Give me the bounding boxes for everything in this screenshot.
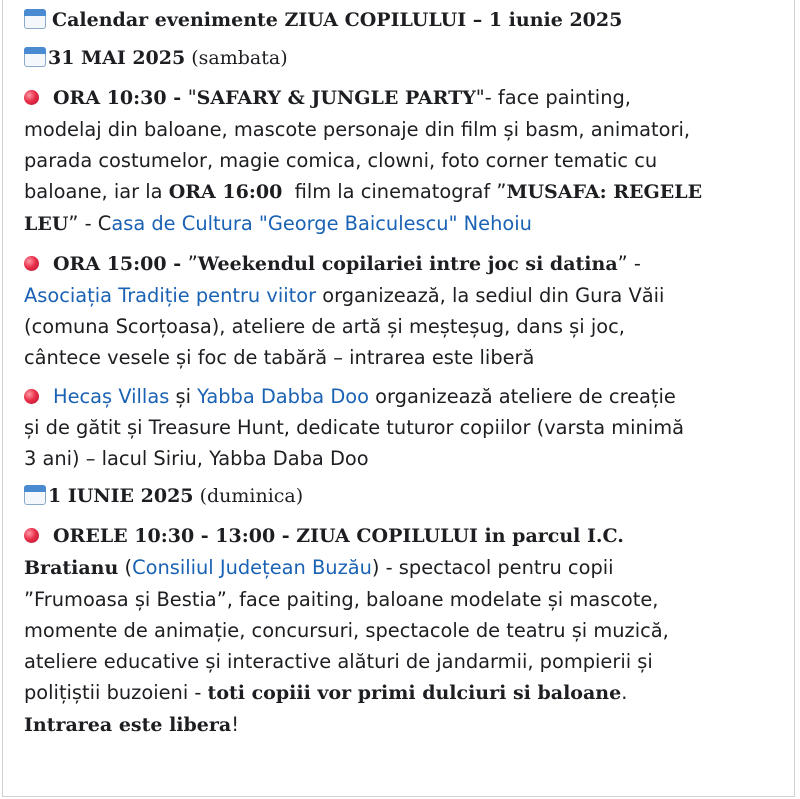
red-circle-icon (24, 256, 39, 271)
red-circle-icon (24, 90, 39, 105)
consiliul-judetean-link[interactable]: Consiliul Județean Buzău (132, 556, 372, 579)
calendar-icon (24, 47, 46, 67)
calendar-icon (24, 9, 46, 29)
hecas-villas-link[interactable]: Hecaș Villas (53, 385, 170, 408)
calendar-title: Calendar evenimente ZIUA COPILULUI – 1 iunie 2025 (24, 4, 784, 36)
casa-de-cultura-link[interactable]: asa de Cultura "George Baiculescu" Nehoiu (111, 212, 532, 235)
event-hecas-villas: Hecaș Villas și Yabba Dabba Doo organizează ateliere de creație și de gătit și Treasure Hunt, dedicate tuturor copiilor (varsta minimă 3 ani) – lacul Siriu, Yabba Daba Doo (24, 385, 684, 470)
calendar-icon (24, 485, 46, 505)
event-weekendul-copilariei: ORA 15:00 - ”Weekendul copilariei intre joc si datina” - Asociația Tradiție pentru viitor organizează, la sediul din Gura Văii (comuna Scorțoasa), ateliere de artă și meșteșug, dans și joc, cântece vesele și foc de tabără – intrarea este liberă (24, 252, 665, 369)
day-heading-1-iunie: 1 IUNIE 2025 (duminica) (24, 480, 784, 512)
event-safary-jungle: ORA 10:30 - "SAFARY & JUNGLE PARTY"- face painting, modelaj din baloane, mascote personaje din film și basm, animatori, parada costumelor, magie comica, clowni, foto corner tematic cu baloane, iar la ORA 16:00 film la cinematograf ”MUSAFA: REGELE LEU” - Casa de Cultura "George Baiculescu" Nehoiu (24, 86, 703, 235)
red-circle-icon (24, 528, 39, 543)
asociatia-traditie-link[interactable]: Asociația Tradiție pentru viitor (24, 284, 317, 307)
yabba-dabba-doo-link[interactable]: Yabba Dabba Doo (197, 385, 369, 408)
event-ziua-copilului-parc: ORELE 10:30 - 13:00 - ZIUA COPILULUI in parcul I.C. Bratianu (Consiliul Județean Buzău) - spectacol pentru copii ”Frumoasa și Bestia”, face paiting, baloane modelate și mascote, momente de animație, concursuri, spectacole de teatru și muzică, ateliere educative și interactive alături de jandarmii, pompierii și polițiștii buzoieni - toti copiii vor primi dulciuri si baloane. Intrarea este libera! (24, 525, 669, 736)
post-content (24, 4, 784, 741)
red-circle-icon (24, 389, 39, 404)
day-heading-31-mai: 31 MAI 2025 (sambata) (24, 42, 784, 74)
